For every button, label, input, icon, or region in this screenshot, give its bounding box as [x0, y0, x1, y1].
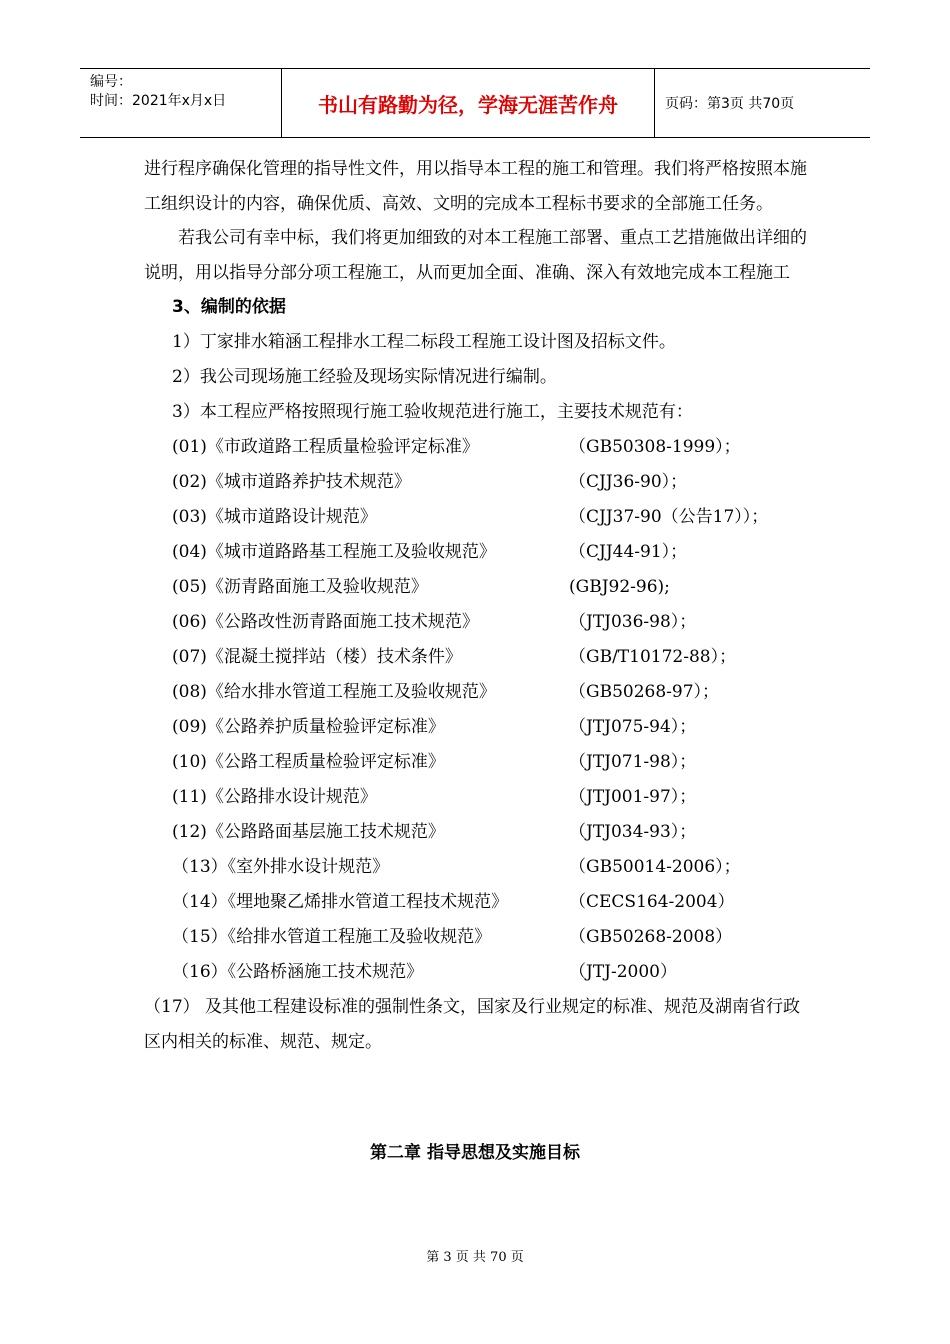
- standard-code: （JTJ036-98）；: [569, 612, 697, 632]
- standard-code: （JTJ071-98）；: [569, 752, 697, 772]
- standard-name: (04)《城市道路路基工程施工及验收规范》: [172, 542, 496, 562]
- standard-name: (06)《公路改性沥青路面施工技术规范》: [172, 612, 479, 632]
- standard-item: [144, 710, 808, 745]
- chapter-title: 第二章 指导思想及实施目标: [370, 1143, 580, 1163]
- standard-code: （JTJ001-97）；: [569, 787, 697, 807]
- header-page-label: 页码：第3页 共70页: [665, 96, 795, 112]
- basis-item: 2）我公司现场施工经验及现场实际情况进行编制。: [172, 367, 557, 387]
- header-meta: [80, 69, 282, 137]
- standard-code: （GB50014-2006）；: [569, 857, 741, 877]
- standard-name: (02)《城市道路养护技术规范》: [172, 472, 411, 492]
- page-footer: 第 3 页 共 70 页: [426, 1250, 524, 1265]
- standard-name: (05)《沥青路面施工及验收规范》: [172, 577, 428, 597]
- standard-name: （13）《室外排水设计规范》: [172, 857, 390, 877]
- standard-item: [144, 465, 808, 500]
- standard-code: （GB/T10172-88）；: [569, 647, 737, 667]
- standard-item: [144, 815, 808, 850]
- standard-code: （CJJ37-90（公告17））；: [569, 507, 769, 527]
- paragraph: 进行程序确保化管理的指导性文件，用以指导本工程的施工和管理。我们将严格按照本施工组织设计的内容，确保优质、高效、文明的完成本工程标书要求的全部施工任务。: [144, 159, 807, 214]
- standard-item: [144, 955, 808, 990]
- standard-code: （CECS164-2004）: [569, 892, 735, 912]
- basis-item: 3）本工程应严格按照现行施工验收规范进行施工，主要技术规范有：: [172, 402, 693, 422]
- standard-code: （CJJ44-91）；: [569, 542, 688, 562]
- standard-code: (GBJ92-96);: [569, 577, 670, 597]
- standard-item: [144, 535, 808, 570]
- standard-item: [144, 920, 808, 955]
- standard-name: (03)《城市道路设计规范》: [172, 507, 377, 527]
- standard-name: (10)《公路工程质量检验评定标准》: [172, 752, 445, 772]
- standard-item: [144, 500, 808, 535]
- standard-code: （CJJ36-90）；: [569, 472, 688, 492]
- standard-item: [144, 675, 808, 710]
- standard-item: [144, 780, 808, 815]
- standard-name: (07)《混凝土搅拌站（楼）技术条件》: [172, 647, 462, 667]
- basis-item: 1）丁家排水箱涵工程排水工程二标段工程施工设计图及招标文件。: [172, 332, 676, 352]
- page-header: [80, 68, 870, 138]
- standard-item: [144, 885, 808, 920]
- standard-name: (01)《市政道路工程质量检验评定标准》: [172, 437, 479, 457]
- paragraph: 若我公司有幸中标，我们将更加细致的对本工程施工部署、重点工艺措施做出详细的说明，用以指导分部分项工程施工，从而更加全面、准确、深入有效地完成本工程施工: [144, 228, 807, 283]
- standard-code: （GB50308-1999）；: [569, 437, 741, 457]
- section-title: 3、编制的依据: [172, 297, 286, 317]
- standard-item: [144, 850, 808, 885]
- header-motto: 书山有路勤为径，学海无涯苦作舟: [282, 69, 655, 137]
- standard-name: （15）《给排水管道工程施工及验收规范》: [172, 927, 492, 947]
- standard-code: （JTJ075-94）；: [569, 717, 697, 737]
- standards-list: [144, 430, 808, 990]
- standard-name: （14）《埋地聚乙烯排水管道工程技术规范》: [172, 892, 509, 912]
- standard-item: [144, 605, 808, 640]
- standard-name: (08)《给水排水管道工程施工及验收规范》: [172, 682, 496, 702]
- time-label: 时间：2021年x月x日: [90, 93, 227, 109]
- standard-item: [144, 745, 808, 780]
- closing-paragraph: （17） 及其他工程建设标准的强制性条文，国家及行业规定的标准、规范及湖南省行政区内相关的标准、规范、规定。: [144, 997, 801, 1052]
- document-body: [144, 152, 808, 1059]
- number-label: 编号：: [90, 74, 132, 90]
- standard-name: (11)《公路排水设计规范》: [172, 787, 377, 807]
- standard-item: [144, 640, 808, 675]
- standard-item: [144, 430, 808, 465]
- standard-code: （GB50268-97）；: [569, 682, 720, 702]
- standard-name: (12)《公路路面基层施工技术规范》: [172, 822, 445, 842]
- standard-code: （JTJ034-93）；: [569, 822, 697, 842]
- standard-item: [144, 570, 808, 605]
- standard-name: （16）《公路桥涵施工技术规范》: [172, 962, 424, 982]
- standard-name: (09)《公路养护质量检验评定标准》: [172, 717, 445, 737]
- standard-code: （GB50268-2008）: [569, 927, 733, 947]
- standard-code: （JTJ-2000）: [569, 962, 677, 982]
